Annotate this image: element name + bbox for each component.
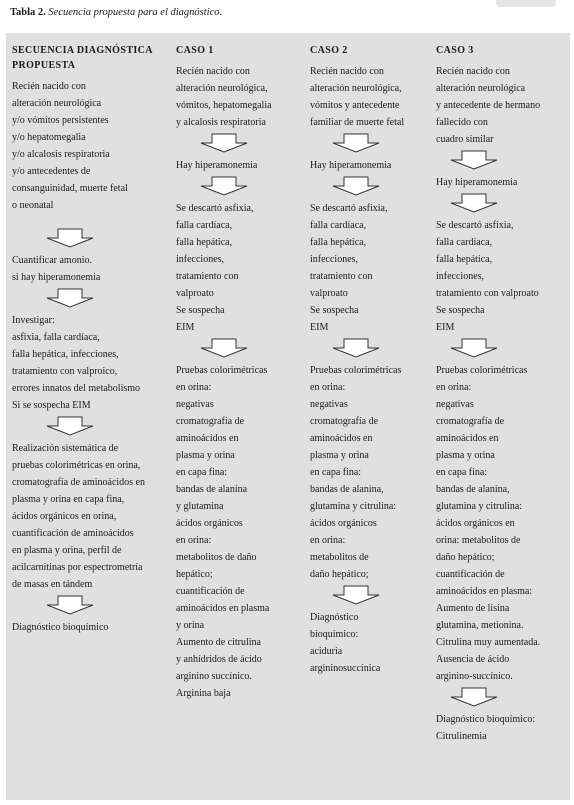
step-text: Pruebas colorimétricas en orina: negativas cromatografía de aminoácidos en plasma y orina en capa fina: bandas de alanina, glutamina y citrulina: ácidos orgánicos en orina: metabolitos de daño hepático; cuantificación de aminoácidos en plasma: Aumento de lisina glutamina, metionina. Citrulina muy aumentada. Ausencia de ácido arginino-succínico. [436, 365, 541, 682]
step-text: Hay hiperamonemia [436, 177, 518, 188]
step-text: Recién nacido con alteración neurológica, vómitos y antecedente familiar de muerte fetal [310, 66, 405, 128]
column-header: CASO 2 [310, 45, 348, 56]
down-arrow-icon [194, 133, 254, 153]
step-text: Realización sistemática de pruebas colorimétricas en orina, cromatografía de aminoácidos en plasma y orina en capa fina, ácidos orgánicos en orina, cuantificación de aminoácidos en plasma y orina, perfil de acilcarnitinas por espectrometría de masas en tándem [12, 443, 145, 590]
down-arrow-icon [444, 193, 504, 213]
table-label: Tabla 2. [10, 7, 46, 18]
table-caption [10, 6, 222, 19]
column-header: SECUENCIA DIAGNÓSTICA PROPUESTA [12, 45, 153, 71]
step-text: Recién nacido con alteración neurológica y/o vómitos persistentes y/o hepatomegalia y/o alcalosis respiratoria y/o antecedentes de consanguinidad, muerte fetal o neonatal [12, 81, 128, 211]
down-arrow-icon [40, 595, 100, 615]
down-arrow-icon [326, 585, 386, 605]
down-arrow-icon [444, 338, 504, 358]
column-header: CASO 3 [436, 45, 474, 56]
down-arrow-icon [40, 416, 100, 436]
step-text: Pruebas colorimétricas en orina: negativas cromatografía de aminoácidos en plasma y orina en capa fina: bandas de alanina y glutamina ácidos orgánicos en orina: metabolitos de daño hepático; cuantificación de aminoácidos en plasma y orina Aumento de citrulina y anhídridos de ácido arginino succínico. Arginina baja [176, 365, 270, 699]
column-proposed-sequence [12, 43, 172, 636]
step-text: Se descartó asfixia, falla cardíaca, falla hepática, infecciones, tratamiento con valproato Se sospecha EIM [436, 220, 539, 333]
down-arrow-icon [40, 288, 100, 308]
column-caso-2 [310, 43, 435, 677]
step-text: Recién nacido con alteración neurológica, vómitos, hepatomegalia y alcalosis respiratoria [176, 66, 272, 128]
down-arrow-icon [194, 338, 254, 358]
column-header: CASO 1 [176, 45, 214, 56]
down-arrow-icon [40, 228, 100, 248]
diagnostic-table [6, 33, 570, 800]
step-text: Se descartó asfixia, falla cardíaca, falla hepática, infecciones, tratamiento con valproato Se sospecha EIM [176, 203, 254, 333]
down-arrow-icon [444, 687, 504, 707]
step-text: Cuantificar amonio. si hay hiperamonemia [12, 255, 101, 283]
page-corner-tab [496, 0, 556, 7]
step-text: Diagnóstico bioquímico [12, 622, 109, 633]
column-caso-1 [176, 43, 311, 702]
step-text: Se descartó asfixia, falla cardíaca, falla hepática, infecciones, tratamiento con valproato Se sospecha EIM [310, 203, 388, 333]
down-arrow-icon [326, 176, 386, 196]
step-text: Diagnóstico bioquímico: aciduria argininosuccínica [310, 612, 381, 674]
table-title: Secuencia propuesta para el diagnóstico. [48, 7, 223, 18]
step-text: Diagnóstico bioquímico: Citrulinemia [436, 714, 536, 742]
step-text: Hay hiperamonemia [176, 160, 258, 171]
down-arrow-icon [326, 338, 386, 358]
step-text: Hay hiperamonemia [310, 160, 392, 171]
step-text: Recién nacido con alteración neurológica y antecedente de hermano fallecido con cuadro similar [436, 66, 541, 145]
step-text: Pruebas colorimétricas en orina: negativas cromatografía de aminoácidos en plasma y orina en capa fina: bandas de alanina, glutamina y citrulina: ácidos orgánicos en orina: metabolitos de daño hepático; [310, 365, 402, 580]
down-arrow-icon [444, 150, 504, 170]
down-arrow-icon [326, 133, 386, 153]
step-text: Investigar: asfixia, falla cardíaca, falla hepática, infecciones, tratamiento con valproico, errores innatos del metabolismo Si se sospecha EIM [12, 315, 141, 411]
down-arrow-icon [194, 176, 254, 196]
column-caso-3 [436, 43, 568, 745]
